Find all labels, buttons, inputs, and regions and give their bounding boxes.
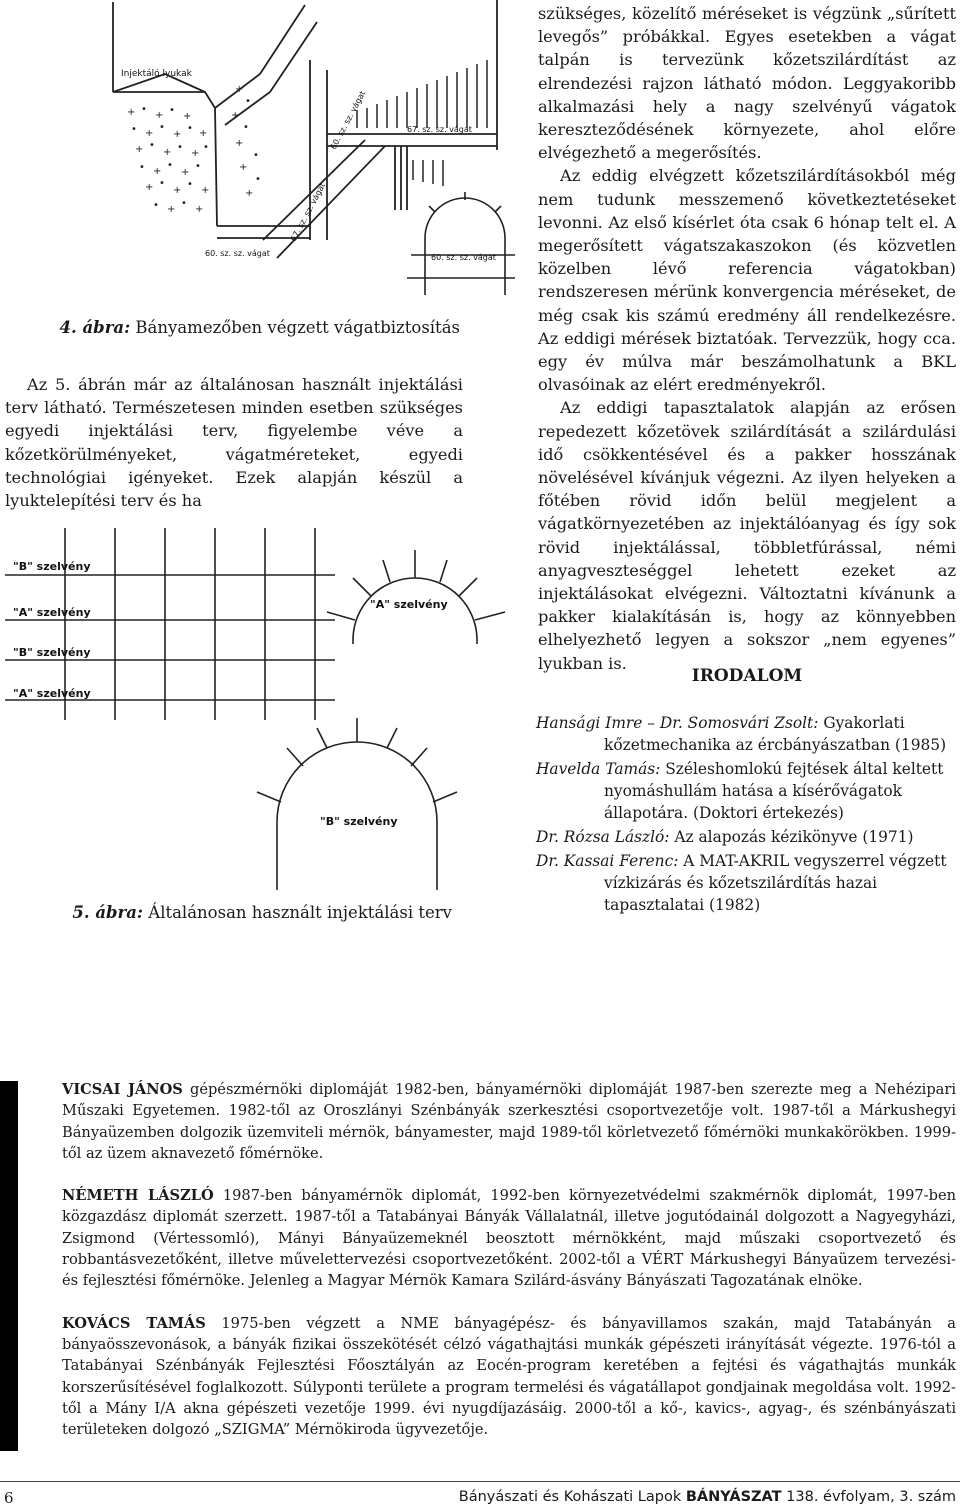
svg-text:•: • <box>139 162 145 173</box>
svg-text:+: + <box>173 129 182 140</box>
row-label-4: "A" szelvény <box>13 687 91 700</box>
figure-4-caption <box>20 318 460 337</box>
ref-item <box>536 850 956 916</box>
svg-text:•: • <box>169 105 175 116</box>
svg-text:•: • <box>203 142 209 153</box>
label-injektalo: Injektáló lyukak <box>121 69 192 79</box>
svg-text:•: • <box>159 178 165 189</box>
svg-text:+: + <box>231 110 240 121</box>
svg-text:+: + <box>191 148 200 159</box>
footer-issue: 138. évfolyam, 3. szám <box>786 1489 956 1505</box>
bio-name: NÉMETH LÁSZLÓ <box>62 1187 214 1205</box>
footer-journal <box>459 1489 956 1505</box>
literature-list <box>536 712 956 918</box>
row-label-3: "B" szelvény <box>13 646 91 659</box>
figure-4-caption-text: Bányamezőben végzett vágatbiztosítás <box>130 318 460 337</box>
bio-paragraph <box>62 1079 956 1164</box>
label-vagat-detail: 60. sz. sz. vágat <box>431 253 496 262</box>
figure-4-caption-label: 4. ábra: <box>59 318 131 337</box>
ref-author: Havelda Tamás: <box>536 760 661 778</box>
label-vagat67: 67. sz. sz. vágat <box>407 125 472 134</box>
svg-text:+: + <box>235 138 244 149</box>
ref-text: Gyakorlati kőzetmechanika az ércbányászatban (1985) <box>604 714 947 754</box>
bio-text: 1975-ben végzett a NME bányagépész- és bányavillamos szakán, majd Tatabányán a bányaösszevonások, a bányák fizikai összekötését célzó vágathajtási munkák gépészeti irányítását végezte. 1976-tól a Tatabányai Szénbányák Fejlesztési Főosztályán az Eocén-program keretében a fejtési és vágathajtás munkák korszerűsítésével foglalkozott. Súlyponti területe a program termelési és vágatállapot gondjainak megoldása volt. 1992-től a Mány I/A akna gépészeti vezetője 1999. évi nyugdíjazásáig. 2000-től a kő-, kavics-, agyag-, és szénbányászati területeken dolgozó „SZIGMA” Mérnökiroda ügyvezetője. <box>62 1314 956 1439</box>
bio-text: gépészmérnöki diplomáját 1982-ben, bányamérnöki diplomáját 1987-ben szerezte meg a Nehézipari Műszaki Egyetemen. 1982-től az Oroszlányi Szénbányák szerkesztési csoportvezetője volt. 1987-től a Márkushegyi Bányaüzemben dolgozik üzemviteli mérnök, bányamester, majd 1989-től körletvezető főmérnöki munkakörökben. 1999-től az üzem aknavezető főmérnöke. <box>62 1081 957 1162</box>
figure-5-caption-text: Általánosan használt injektálási terv <box>143 903 452 922</box>
ref-text: A MAT-AKRIL vegyszerrel végzett vízkizárás és kőzetszilárdítás hazai tapasztalatai (1982) <box>604 852 947 914</box>
svg-text:+: + <box>195 204 204 215</box>
svg-text:•: • <box>187 179 193 190</box>
svg-text:+: + <box>155 110 164 121</box>
ref-item <box>536 712 956 756</box>
arch-b-label: "B" szelvény <box>320 815 398 828</box>
figure-4-drawing <box>95 0 515 300</box>
right-paragraph-3: Az eddigi tapasztalatok alapján az erősen repedezett kőzetövek szilárdítását a szilárdulási idő csökkentésével és a pakker hosszának növelésével kívánjuk végezni. Az ilyen helyeken a főtében rövid időn belül megjelent a vágatkörnyezetében az injektálóanyag és így sok rövid injektálással, többletfúrással, némi anyagveszteséggel lehetett ezeket az injektálásokat elvégezni. Változtatni kívánunk a pakker kialakításán is, hogy az könnyebben elhelyezhető legyen a sokszor „nem egyenes” lyukban is. <box>538 398 956 673</box>
svg-text:+: + <box>239 162 248 173</box>
ref-text: Széleshomlokú fejtések által keltett nyomáshullám hatása a kísérővágatok állapotára. (Doktori értekezés) <box>604 760 944 822</box>
svg-text:+: + <box>245 188 254 199</box>
svg-text:•: • <box>167 160 173 171</box>
svg-text:•: • <box>159 122 165 133</box>
figure-5-caption-label: 5. ábra: <box>72 903 144 922</box>
ref-author: Hansági Imre – Dr. Somosvári Zsolt: <box>536 714 819 732</box>
figure-5-caption <box>20 903 452 922</box>
svg-text:•: • <box>149 140 155 151</box>
ref-author: Dr. Rózsa László: <box>536 828 670 846</box>
svg-text:+: + <box>183 111 192 122</box>
footer-rule <box>0 1481 960 1482</box>
svg-text:•: • <box>243 122 249 133</box>
svg-text:•: • <box>131 124 137 135</box>
author-bios <box>62 1079 956 1440</box>
bio-side-bar <box>0 1081 18 1451</box>
right-column <box>538 2 956 675</box>
svg-text:•: • <box>141 104 147 115</box>
bio-paragraph <box>62 1313 956 1441</box>
svg-text:•: • <box>245 96 251 107</box>
right-paragraph-2: Az eddig elvégzett kőzetszilárdításokból még nem tudunk messzemenő következtetéseket levonni. Az első kísérlet óta csak 6 hónap telt el. A megerősített vágatszakaszokon (és közvetlen közelben lévő referencia vágatokban) rendszeresen mérünk konvergencia méréseket, de még csak kis számú eredmény áll rendelkezésre. Az eddigi mérések biztatóak. Tervezzük, hogy cca. egy év múlva már beszámolhatunk a BKL olvasóinak az elért eredményekről. <box>538 166 956 395</box>
svg-text:•: • <box>177 142 183 153</box>
svg-text:+: + <box>173 185 182 196</box>
row-label-2: "A" szelvény <box>13 606 91 619</box>
svg-text:•: • <box>181 198 187 209</box>
svg-text:+: + <box>167 204 176 215</box>
svg-text:•: • <box>187 123 193 134</box>
left-body-paragraph: Az 5. ábrán már az általánosan használt injektálási terv látható. Természetesen minden esetben szükséges egyedi injektálási terv, figyelembe véve a kőzetkörülményeket, vágatméreteket, egyedi technológiai igényeket. Ezek alapján készül a lyuktelepítési terv és ha <box>5 375 463 511</box>
svg-text:+: + <box>135 144 144 155</box>
svg-text:+: + <box>181 167 190 178</box>
ref-text: Az alapozás kézikönyve (1971) <box>669 828 914 846</box>
page-number: 6 <box>4 1489 14 1507</box>
bio-text: 1987-ben bányamérnök diplomát, 1992-ben környezetvédelmi szakmérnök diplomát, 1997-ben közgazdász diplomát szerzett. 1987-től a Tatabányai Bányák Vállalatnál, illetve jogutódainál dolgozott a Nagyegyházi, Zsigmond (Vértessomló), Mányi Bányaüzemeknél beosztott mérnökként, majd műszaki csoportvezető és robbantásvezetőként, illetve művelettervezési csoportvezetőként. 2002-től a VÉRT Márkushegyi Bányaüzem tervezési- és fejlesztési főmérnöke. Jelenleg a Magyar Mérnök Kamara Szilárd-ásvány Bányászati Tagozatának elnöke. <box>62 1187 956 1290</box>
svg-text:+: + <box>145 128 154 139</box>
figure-5-drawing <box>5 520 520 890</box>
footer-journal-bold: BÁNYÁSZAT <box>685 1489 782 1505</box>
svg-text:•: • <box>153 200 159 211</box>
label-vagat60-diag: 60. sz. sz. vágat <box>328 89 368 151</box>
svg-text:+: + <box>235 84 244 95</box>
arch-a-label: "A" szelvény <box>370 598 448 611</box>
svg-text:+: + <box>163 147 172 158</box>
svg-text:•: • <box>195 161 201 172</box>
ref-item <box>536 826 956 848</box>
svg-text:+: + <box>153 166 162 177</box>
label-vagat60-top: 60. sz. sz. vágat <box>205 249 270 258</box>
bio-paragraph <box>62 1185 956 1291</box>
bio-name: KOVÁCS TAMÁS <box>62 1314 206 1332</box>
row-label-1: "B" szelvény <box>13 560 91 573</box>
literature-heading: IRODALOM <box>691 666 803 686</box>
label-vagat67-diag: 67. sz. sz. vágat <box>288 181 328 243</box>
svg-text:+: + <box>145 182 154 193</box>
svg-text:+: + <box>201 185 210 196</box>
right-paragraph-1: szükséges, közelítő méréseket is végzünk „sűrített levegős” próbákkal. Egyes esetekben a vágat talpán is tervezünk kőzetszilárdítást az elrendezési rajzon látható módon. Leggyakoribb alkalmazási hely a nagy szelvényű vágatok kereszteződésének környezete, ahol előre elvégezhető a megerősítés. <box>538 4 956 163</box>
footer-journal-name: Bányászati és Kohászati Lapok <box>458 1489 682 1505</box>
svg-text:•: • <box>255 174 261 185</box>
ref-author: Dr. Kassai Ferenc: <box>536 852 679 870</box>
svg-text:+: + <box>199 128 208 139</box>
ref-item <box>536 758 956 824</box>
svg-text:•: • <box>253 150 259 161</box>
svg-text:+: + <box>127 107 136 118</box>
bio-name: VICSAI JÁNOS <box>62 1081 183 1098</box>
